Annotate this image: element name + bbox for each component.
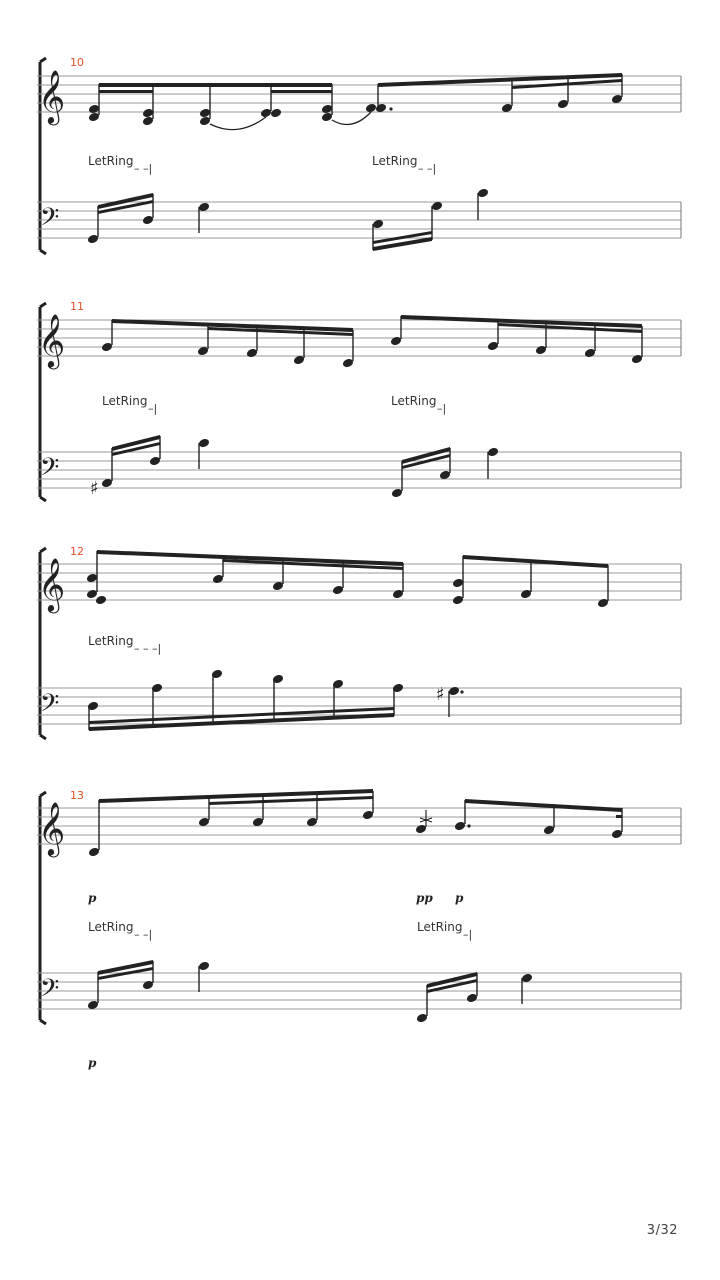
dynamic-marking: p bbox=[455, 891, 464, 905]
bass-clef: 𝄢 bbox=[40, 453, 60, 488]
let-ring-label: LetRing bbox=[391, 394, 437, 408]
measure-number: 11 bbox=[70, 300, 84, 313]
dynamic-marking: p bbox=[88, 891, 97, 905]
let-ring-dashes: – – –| bbox=[134, 642, 162, 655]
system-3 bbox=[37, 545, 681, 739]
bass-notes bbox=[90, 435, 499, 499]
system-4 bbox=[37, 789, 681, 1070]
treble-notes bbox=[88, 73, 623, 130]
treble-clef: 𝄞 bbox=[38, 313, 66, 367]
let-ring-dashes: –| bbox=[463, 928, 473, 941]
let-ring-label: LetRing bbox=[372, 154, 418, 168]
bass-staff bbox=[37, 452, 681, 488]
measure-number: 10 bbox=[70, 56, 84, 69]
dynamic-marking: pp bbox=[416, 891, 433, 905]
system-1 bbox=[37, 56, 681, 254]
treble-clef: 𝄞 bbox=[38, 557, 66, 611]
let-ring-label: LetRing bbox=[88, 920, 134, 934]
bass-notes bbox=[87, 960, 533, 1023]
treble-clef: 𝄞 bbox=[38, 801, 66, 855]
bass-clef: 𝄢 bbox=[40, 203, 60, 238]
sharp-icon: ♯ bbox=[436, 684, 445, 705]
let-ring-dashes: –| bbox=[148, 402, 158, 415]
let-ring-dashes: – –| bbox=[134, 162, 153, 175]
let-ring-dashes: – –| bbox=[418, 162, 437, 175]
page-number: 3/32 bbox=[646, 1223, 678, 1238]
bass-notes bbox=[87, 188, 489, 251]
let-ring-dashes: – –| bbox=[134, 928, 153, 941]
let-ring-label: LetRing bbox=[102, 394, 148, 408]
let-ring-label: LetRing bbox=[88, 154, 134, 168]
bass-staff bbox=[37, 202, 681, 238]
system-2 bbox=[37, 300, 681, 501]
treble-notes bbox=[101, 315, 643, 368]
bass-clef: 𝄢 bbox=[40, 689, 60, 724]
sharp-icon: ♯ bbox=[90, 478, 99, 499]
treble-staff bbox=[37, 564, 681, 600]
let-ring-label: LetRing bbox=[417, 920, 463, 934]
let-ring-dashes: –| bbox=[437, 402, 447, 415]
measure-number: 13 bbox=[70, 789, 84, 802]
treble-notes bbox=[88, 789, 623, 857]
dynamic-marking: p bbox=[88, 1056, 97, 1070]
treble-staff bbox=[37, 808, 681, 844]
bass-staff bbox=[37, 973, 681, 1009]
measure-number: 12 bbox=[70, 545, 84, 558]
let-ring-label: LetRing bbox=[88, 634, 134, 648]
bass-notes bbox=[87, 669, 464, 731]
treble-clef: 𝄞 bbox=[38, 69, 66, 123]
bass-clef: 𝄢 bbox=[40, 974, 60, 1009]
